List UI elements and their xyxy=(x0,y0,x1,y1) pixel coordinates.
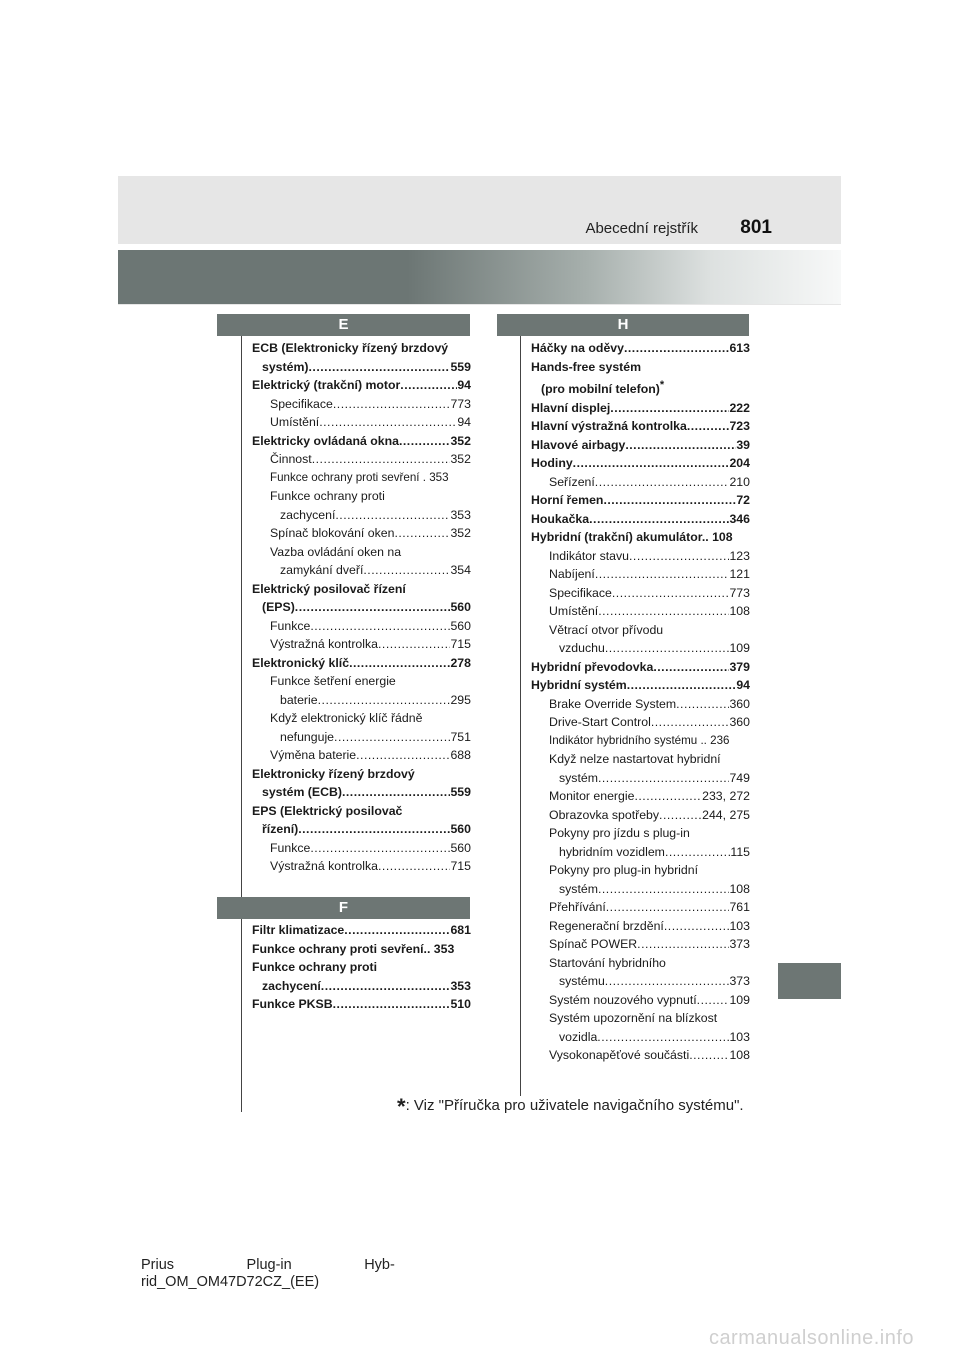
section-h-list xyxy=(531,339,750,1065)
index-entry: Elektrický (trakční) motor ..... 94 xyxy=(252,376,471,395)
index-subentry: baterie ..... 295 xyxy=(252,691,471,710)
index-subentry: Funkce ..... 560 xyxy=(252,839,471,858)
section-e-list xyxy=(252,339,471,876)
index-subentry: hybridním vozidlem ..... 115 xyxy=(531,843,750,862)
index-subentry: Umístění ..... 108 xyxy=(531,602,750,621)
index-entry: ECB (Elektronicky řízený brzdový xyxy=(252,341,449,355)
index-subentry: Umístění ..... 94 xyxy=(252,413,471,432)
index-subentry: Když nelze nastartovat hybridní xyxy=(549,752,721,766)
section-f-list xyxy=(252,921,471,1014)
index-entry: (EPS) ..... 560 xyxy=(252,598,471,617)
index-entry: systém (ECB) ..... 559 xyxy=(252,783,471,802)
index-subentry: systému ..... 373 xyxy=(531,972,750,991)
index-subentry: Obrazovka spotřeby ..... 244, 275 xyxy=(531,806,750,825)
index-subentry: zamykání dveří ..... 354 xyxy=(252,561,471,580)
index-subentry: Funkce ..... 560 xyxy=(252,617,471,636)
index-entry: Elektricky ovládaná okna ..... 352 xyxy=(252,432,471,451)
header-band xyxy=(118,176,841,244)
chapter-tab xyxy=(778,963,841,999)
index-entry: Hodiny ..... 204 xyxy=(531,454,750,473)
page-number: 801 xyxy=(740,217,772,238)
index-entry: EPS (Elektrický posilovač xyxy=(252,803,403,818)
index-subentry: vozidla ..... 103 xyxy=(531,1028,750,1047)
index-subentry: Indikátor hybridního systému .. 236 xyxy=(549,733,730,747)
index-entry: Houkačka ..... 346 xyxy=(531,510,750,529)
index-subentry: Funkce ochrany proti xyxy=(270,489,385,503)
decorative-gradient-band xyxy=(118,250,841,304)
index-entry: Háčky na oděvy ..... 613 xyxy=(531,339,750,358)
footnote-marker: * xyxy=(397,1094,406,1119)
index-subentry: Větrací otvor přívodu xyxy=(549,622,664,637)
index-subentry: Drive-Start Control ..... 360 xyxy=(531,713,750,732)
index-subentry: Činnost ..... 352 xyxy=(252,450,471,469)
index-entry: Elektronický klíč ..... 278 xyxy=(252,654,471,673)
index-subentry: Seřízení ..... 210 xyxy=(531,473,750,492)
index-subentry: Systém upozornění na blízkost xyxy=(549,1011,718,1025)
index-subentry: systém ..... 749 xyxy=(531,769,750,788)
index-entry: systém) ..... 559 xyxy=(252,358,471,377)
index-entry: Funkce PKSB ..... 510 xyxy=(252,995,471,1014)
section-header-h: H xyxy=(497,314,749,336)
index-subentry: vzduchu ..... 109 xyxy=(531,639,750,658)
divider xyxy=(118,304,841,305)
index-subentry: Pokyny pro plug-in hybridní xyxy=(549,863,699,877)
index-entry: Elektrický posilovač řízení xyxy=(252,581,406,596)
section-header-e: E xyxy=(217,314,470,336)
index-entry: Hybridní systém ..... 94 xyxy=(531,676,750,695)
index-entry: (pro mobilní telefon)* xyxy=(541,379,665,396)
footnote-marker: * xyxy=(659,379,665,391)
index-subentry: Specifikace ..... 773 xyxy=(531,584,750,603)
index-subentry: Indikátor stavu ..... 123 xyxy=(531,547,750,566)
index-entry: Elektronicky řízený brzdový xyxy=(252,766,415,781)
index-subentry: Výstražná kontrolka ..... 715 xyxy=(252,857,471,876)
index-entry: Hybridní převodovka ..... 379 xyxy=(531,658,750,677)
index-subentry: Regenerační brzdění ..... 103 xyxy=(531,917,750,936)
index-subentry: Výstražná kontrolka ..... 715 xyxy=(252,635,471,654)
index-subentry: Nabíjení ..... 121 xyxy=(531,565,750,584)
index-entry: Hlavní výstražná kontrolka ..... 723 xyxy=(531,417,750,436)
index-subentry: nefunguje ..... 751 xyxy=(252,728,471,747)
index-subentry: Specifikace ..... 773 xyxy=(252,395,471,414)
document-id-line1: Prius Plug-in Hyb- xyxy=(141,1257,395,1273)
footnote xyxy=(397,1094,744,1120)
index-entry: Hlavové airbagy ..... 39 xyxy=(531,436,750,455)
index-entry: Filtr klimatizace ..... 681 xyxy=(252,921,471,940)
index-subentry: Vysokonapěťové součásti ..... 108 xyxy=(531,1046,750,1065)
index-subentry: Brake Override System ..... 360 xyxy=(531,695,750,714)
index-entry: Hlavní displej ..... 222 xyxy=(531,399,750,418)
index-subentry: Funkce ochrany proti sevření . 353 xyxy=(270,470,449,484)
index-subentry: Startování hybridního xyxy=(549,955,666,970)
document-id-line2: rid_OM_OM47D72CZ_(EE) xyxy=(141,1274,320,1290)
index-subentry: zachycení ..... 353 xyxy=(252,506,471,525)
index-entry: Funkce ochrany proti sevření.. 353 xyxy=(252,941,455,956)
index-subentry: Když elektronický klíč řádně xyxy=(270,711,423,725)
column-divider-left xyxy=(241,336,242,1112)
index-subentry: Přehřívání ..... 761 xyxy=(531,898,750,917)
column-divider-right xyxy=(520,336,521,1096)
watermark: carmanualsonline.info xyxy=(708,1327,914,1349)
index-entry: Hands-free systém xyxy=(531,359,642,374)
index-entry: zachycení ..... 353 xyxy=(252,977,471,996)
index-subentry: systém ..... 108 xyxy=(531,880,750,899)
index-subentry: Monitor energie ..... 233, 272 xyxy=(531,787,750,806)
index-subentry: Spínač POWER ..... 373 xyxy=(531,935,750,954)
index-entry: řízení) ..... 560 xyxy=(252,820,471,839)
index-entry: Funkce ochrany proti xyxy=(252,960,378,974)
index-entry: Horní řemen ..... 72 xyxy=(531,491,750,510)
index-subentry: Vazba ovládání oken na xyxy=(270,544,402,559)
page-title: Abecední rejstřík xyxy=(585,220,698,237)
document-id xyxy=(141,1257,395,1291)
index-subentry: Výměna baterie ..... 688 xyxy=(252,746,471,765)
index-subentry: Pokyny pro jízdu s plug-in xyxy=(549,826,690,840)
index-subentry: Systém nouzového vypnutí ..... 109 xyxy=(531,991,750,1010)
footnote-text: : Viz "Příručka pro uživatele navigačního systému". xyxy=(405,1097,744,1114)
index-subentry: Funkce šetření energie xyxy=(270,674,396,688)
section-header-f: F xyxy=(217,897,470,919)
index-entry: Hybridní (trakční) akumulátor.. 108 xyxy=(531,530,733,544)
index-subentry: Spínač blokování oken ..... 352 xyxy=(252,524,471,543)
